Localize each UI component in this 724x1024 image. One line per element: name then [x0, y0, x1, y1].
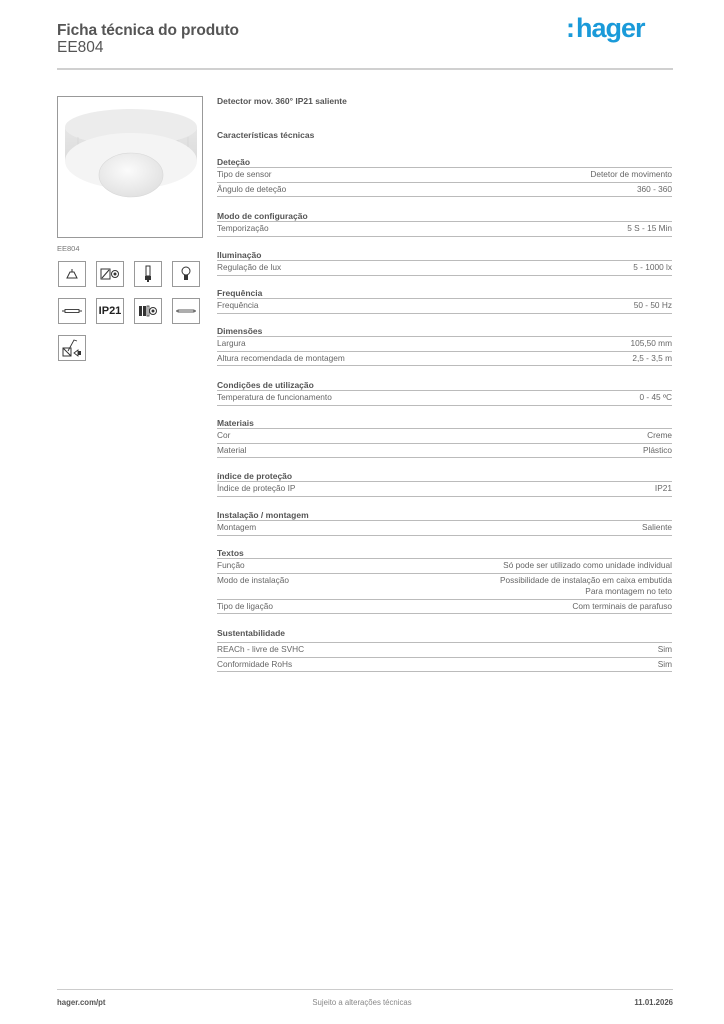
spec-row: [217, 168, 672, 183]
electronic-transformer-icon: [96, 261, 124, 287]
section-title: Frequência: [217, 287, 672, 299]
spec-value: 0 - 45 ºC: [639, 392, 672, 402]
spec-value-line-2: Para montagem no teto: [585, 586, 672, 596]
spec-row: [217, 299, 672, 314]
section-modo-configuracao: [217, 210, 672, 237]
spec-row: [217, 559, 672, 574]
section-title: Textos: [217, 547, 672, 559]
section-sustentabilidade: [217, 627, 672, 672]
spec-row: [217, 261, 672, 276]
section-title: Dimensões: [217, 325, 672, 337]
spec-row: [217, 643, 672, 658]
logo-text: hager: [576, 13, 645, 43]
section-title: Iluminação: [217, 249, 672, 261]
spec-label: Temperatura de funcionamento: [217, 392, 332, 402]
product-description: Detector mov. 360° IP21 saliente: [217, 96, 347, 106]
spec-label: Frequência: [217, 300, 259, 310]
spec-label: Conformidade RoHs: [217, 658, 293, 669]
section-title: Sustentabilidade: [217, 627, 672, 643]
spec-value: Sim: [657, 658, 672, 669]
section-title: Modo de configuração: [217, 210, 672, 222]
spec-label: Função: [217, 560, 245, 570]
section-dimensoes: [217, 325, 672, 366]
footer-disclaimer: Sujeito a alterações técnicas: [312, 998, 412, 1007]
spec-label: Índice de proteção IP: [217, 483, 296, 493]
spec-value: 5 S - 15 Min: [627, 223, 672, 233]
section-title: Instalação / montagem: [217, 509, 672, 521]
section-iluminacao: [217, 249, 672, 276]
spec-label: Temporização: [217, 223, 269, 233]
spec-value: 2,5 - 3,5 m: [632, 352, 672, 363]
spec-row: [217, 444, 672, 459]
spec-value: Creme: [647, 430, 672, 440]
spec-label: REACh - livre de SVHC: [217, 644, 305, 654]
section-textos: [217, 547, 672, 614]
spec-value-line-1: Possibilidade de instalação em caixa embutida: [499, 574, 672, 585]
spec-value: Plástico: [642, 444, 672, 455]
spec-label: Ângulo de deteção: [217, 183, 287, 194]
section-indice-protecao: [217, 470, 672, 497]
section-frequencia: [217, 287, 672, 314]
section-title: índice de proteção: [217, 470, 672, 482]
product-ref-label: EE804: [57, 244, 80, 253]
spec-value: 5 - 1000 lx: [633, 262, 672, 272]
spec-value: 360 - 360: [636, 183, 672, 194]
spec-row: [217, 183, 672, 198]
hager-logo: [566, 13, 645, 44]
logo-prefix: :: [566, 13, 575, 43]
spec-row: [217, 429, 672, 444]
spec-value: Detetor de movimento: [590, 169, 672, 179]
spec-row: [217, 222, 672, 237]
spec-label: Material: [217, 444, 247, 455]
ceiling-lamp-icon: [58, 261, 86, 287]
spec-label: Cor: [217, 430, 231, 440]
spec-row: [217, 521, 672, 536]
spec-row: [217, 574, 672, 600]
section-condicoes-utilizacao: [217, 379, 672, 406]
tech-characteristics-title: Características técnicas: [217, 130, 315, 140]
spec-label: Regulação de lux: [217, 262, 282, 272]
ip-rating-label: IP21: [98, 305, 122, 317]
fluorescent-compact-lamp-icon: [134, 261, 162, 287]
spec-value: 105,50 mm: [630, 338, 672, 348]
page-title: Ficha técnica do produto: [57, 22, 239, 39]
spec-label: Montagem: [217, 522, 257, 532]
fluorescent-tube-icon: [58, 298, 86, 324]
spec-row: [217, 600, 672, 615]
spec-row: [217, 337, 672, 352]
section-detecao: [217, 156, 672, 197]
spec-value: Só pode ser utilizado como unidade individual: [503, 560, 672, 570]
spec-value: IP21: [654, 483, 672, 493]
spec-value: Sim: [657, 644, 672, 654]
spec-label: Tipo de sensor: [217, 169, 272, 179]
footer-divider: [57, 989, 673, 990]
motion-detector-illustration: [58, 97, 203, 238]
spec-label: Tipo de ligação: [217, 600, 273, 611]
spec-row: [217, 391, 672, 406]
section-title: Deteção: [217, 156, 672, 168]
ip-rating-icon: [96, 298, 124, 324]
section-title: Condições de utilização: [217, 379, 672, 391]
incandescent-bulb-icon: [172, 261, 200, 287]
spec-label: Modo de instalação: [217, 574, 289, 585]
spec-row: [217, 658, 672, 673]
ferromagnetic-transformer-icon: [134, 298, 162, 324]
spec-label: Altura recomendada de montagem: [217, 352, 345, 363]
product-code: EE804: [57, 39, 104, 56]
spec-label: Largura: [217, 338, 246, 348]
section-materiais: [217, 417, 672, 458]
spec-row: [217, 482, 672, 497]
footer-website-link[interactable]: hager.com/pt: [57, 998, 106, 1007]
header-divider: [57, 68, 673, 70]
linear-halogen-icon: [172, 298, 200, 324]
spec-value: 50 - 50 Hz: [633, 300, 672, 310]
remote-control-icon: [58, 335, 86, 361]
spec-value: Com terminais de parafuso: [572, 600, 672, 611]
product-image: [57, 96, 203, 238]
spec-value: Saliente: [642, 522, 672, 532]
spec-value: [500, 575, 672, 598]
spec-row: [217, 352, 672, 367]
section-title: Materiais: [217, 417, 672, 429]
footer-date: 11.01.2026: [634, 998, 673, 1007]
section-instalacao-montagem: [217, 509, 672, 536]
